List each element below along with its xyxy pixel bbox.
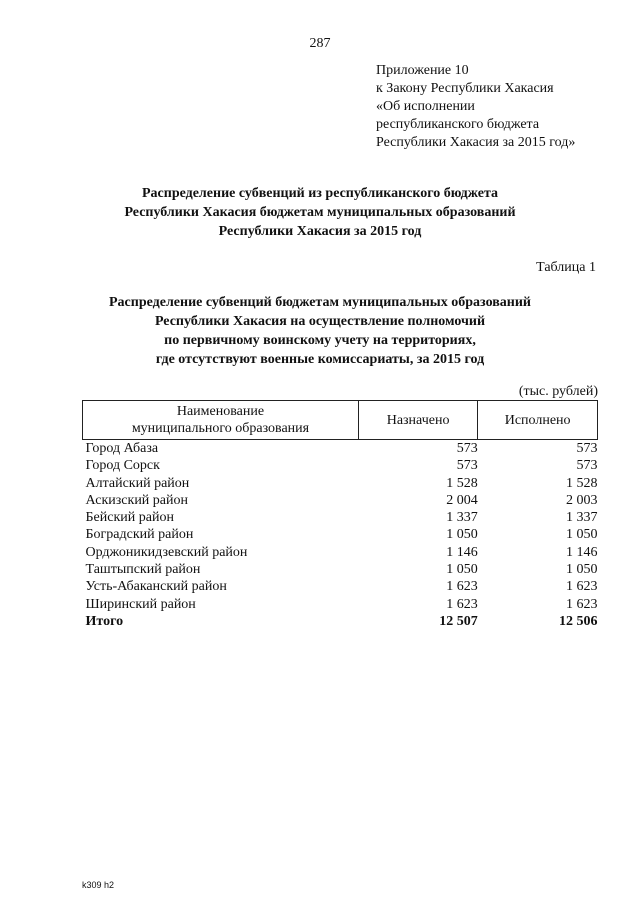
- header-name-line: Наименование: [176, 404, 265, 419]
- cell-executed: 1 623: [566, 579, 598, 595]
- total-row: [83, 613, 598, 630]
- table-title-line: где отсутствуют военные комиссариаты, за 2015 год: [155, 352, 485, 367]
- subvention-table: [82, 400, 598, 630]
- total-name: Итого: [85, 613, 124, 629]
- document-title-line: Распределение субвенций из республиканского бюджета: [141, 186, 498, 201]
- table-label: Таблица 1: [536, 260, 596, 275]
- appendix-line: к Закону Республики Хакасия: [376, 81, 554, 96]
- header-name-line: муниципального образования: [131, 421, 310, 436]
- cell-assigned: 1 623: [446, 596, 478, 612]
- table-row: [83, 457, 598, 474]
- cell-name: Бейский район: [85, 510, 174, 526]
- table-title-line: Распределение субвенций бюджетам муниципальных образований: [109, 295, 531, 310]
- document-title: [0, 184, 640, 241]
- table-row: [83, 596, 598, 613]
- header-executed: Исполнено: [478, 401, 598, 440]
- table-header-row: [83, 401, 598, 440]
- table-row: [83, 509, 598, 526]
- table-row: [83, 578, 598, 595]
- table-row: [83, 440, 598, 458]
- cell-name: Ширинский район: [85, 596, 196, 612]
- cell-name: Боградский район: [85, 527, 194, 543]
- appendix-line: «Об исполнении: [376, 99, 475, 114]
- table-row: [83, 475, 598, 492]
- table-row: [83, 526, 598, 543]
- header-name: [83, 401, 359, 440]
- table-title-line: по первичному воинскому учету на территориях,: [164, 333, 476, 348]
- cell-assigned: 573: [456, 441, 478, 456]
- cell-executed: 1 146: [566, 544, 598, 560]
- cell-assigned: 1 050: [446, 562, 478, 578]
- appendix-line: республиканского бюджета: [376, 117, 540, 132]
- table-row: [83, 492, 598, 509]
- cell-executed: 573: [576, 441, 598, 456]
- cell-name: Алтайский район: [85, 475, 190, 491]
- cell-executed: 573: [576, 458, 598, 474]
- cell-assigned: 1 337: [446, 510, 478, 526]
- cell-assigned: 1 623: [446, 579, 478, 595]
- document-title-line: Республики Хакасия бюджетам муниципальных образований: [124, 205, 516, 220]
- cell-executed: 1 050: [566, 562, 598, 578]
- cell-executed: 2 003: [566, 492, 598, 508]
- page-number: 287: [309, 36, 331, 51]
- table-title: [0, 293, 640, 369]
- table-row: [83, 561, 598, 578]
- cell-assigned: 573: [456, 458, 478, 474]
- units-label: (тыс. рублей): [518, 384, 598, 399]
- cell-name: Город Абаза: [85, 441, 159, 456]
- cell-name: Аскизский район: [85, 492, 188, 508]
- cell-name: Усть-Абаканский район: [85, 579, 227, 595]
- cell-name: Город Сорск: [85, 458, 160, 474]
- cell-executed: 1 050: [566, 527, 598, 543]
- cell-executed: 1 528: [566, 475, 598, 491]
- document-title-line: Республики Хакасия за 2015 год: [218, 224, 422, 239]
- cell-assigned: 1 528: [446, 475, 478, 491]
- table-body: [83, 440, 598, 631]
- cell-name: Орджоникидзевский район: [85, 544, 248, 560]
- cell-assigned: 2 004: [446, 492, 478, 508]
- total-assigned: 12 507: [439, 613, 478, 629]
- cell-executed: 1 337: [566, 510, 598, 526]
- appendix-line: Республики Хакасия за 2015 год»: [376, 135, 576, 150]
- footer-code: k309 h2: [82, 880, 115, 890]
- appendix-note: [376, 62, 575, 152]
- appendix-line: Приложение 10: [376, 63, 469, 78]
- cell-name: Таштыпский район: [85, 562, 201, 578]
- table-title-line: Республики Хакасия на осуществление полномочий: [154, 314, 486, 329]
- cell-executed: 1 623: [566, 596, 598, 612]
- header-assigned: Назначено: [358, 401, 477, 440]
- total-executed: 12 506: [559, 613, 598, 629]
- cell-assigned: 1 050: [446, 527, 478, 543]
- table-row: [83, 544, 598, 561]
- cell-assigned: 1 146: [446, 544, 478, 560]
